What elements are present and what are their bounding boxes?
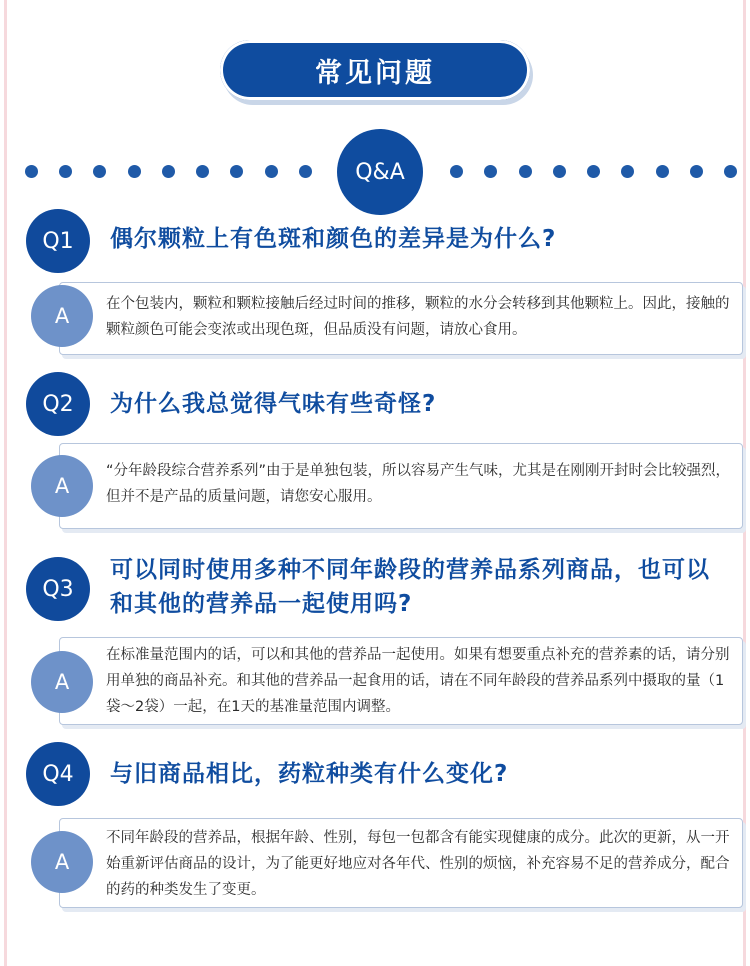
divider-dot: [724, 165, 737, 178]
answer-box-2: [59, 443, 743, 529]
divider-dot: [450, 165, 463, 178]
question-badge-1: Q1: [26, 209, 90, 273]
question-text-4: 与旧商品相比，药粒种类有什么变化?: [110, 761, 509, 787]
answer-text-2: “分年龄段综合营养系列”由于是单独包装，所以容易产生气味，尤其是在刚刚开封时会比较强烈，但并不是产品的质量问题，请您安心服用。: [106, 463, 731, 505]
page-title: 常见问题: [220, 40, 530, 100]
divider-dot: [519, 165, 532, 178]
divider-dot: [25, 165, 38, 178]
divider-dot: [196, 165, 209, 178]
divider-dot: [128, 165, 141, 178]
question-text-3: 可以同时使用多种不同年龄段的营养品系列商品，也可以和其他的营养品一起使用吗?: [110, 557, 710, 617]
divider-dot: [230, 165, 243, 178]
divider-dot: [621, 165, 634, 178]
answer-box-4: [59, 818, 743, 908]
answer-text-4: 不同年龄段的营养品，根据年龄、性别，每包一包都含有能实现健康的成分。此次的更新，从一开始重新评估商品的设计，为了能更好地应对各年代、性别的烦恼，补充容易不足的营养成分，配合的药的种类发生了变更。: [106, 830, 730, 898]
question-badge-4: Q4: [26, 742, 90, 806]
question-badge-2: Q2: [26, 372, 90, 436]
divider-dot: [690, 165, 703, 178]
divider-dot: [656, 165, 669, 178]
answer-box-1: [59, 282, 743, 355]
divider-dot: [162, 165, 175, 178]
divider-dot: [59, 165, 72, 178]
faq-page: [4, 0, 746, 966]
divider-dot: [587, 165, 600, 178]
answer-badge-1: A: [31, 285, 93, 347]
answer-badge-3: A: [31, 651, 93, 713]
divider-dot: [265, 165, 278, 178]
question-text-2: 为什么我总觉得气味有些奇怪?: [110, 391, 437, 417]
divider-dot: [299, 165, 312, 178]
answer-badge-2: A: [31, 455, 93, 517]
question-text-1: 偶尔颗粒上有色斑和颜色的差异是为什么?: [110, 226, 557, 252]
question-badge-3: Q3: [26, 557, 90, 621]
answer-text-3: 在标准量范围内的话，可以和其他的营养品一起使用。如果有想要重点补充的营养素的话，请分别用单独的商品补充。和其他的营养品一起食用的话，请在不同年龄段的营养品系列中摄取的量（1袋～2袋）一起，在1天的基准量范围内调整。: [106, 647, 730, 715]
answer-badge-4: A: [31, 831, 93, 893]
answer-text-1: 在个包装内，颗粒和颗粒接触后经过时间的推移，颗粒的水分会转移到其他颗粒上。因此，接触的颗粒颜色可能会变浓或出现色斑，但品质没有问题，请放心食用。: [106, 296, 730, 338]
divider-dot: [553, 165, 566, 178]
divider-dot: [93, 165, 106, 178]
divider-dot: [484, 165, 497, 178]
qa-badge: Q&A: [337, 129, 423, 215]
answer-box-3: [59, 637, 743, 725]
